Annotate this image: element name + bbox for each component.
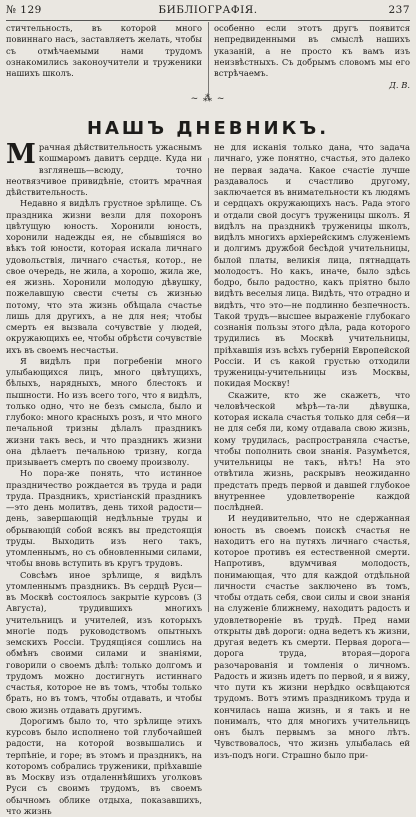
paragraph: Недавно я видѣлъ грустное зрѣлище. Съ праздника жизни везли для похоронъ цвѣтущую юность. Хоронили юность, хоронили надежды ея, не сбывшіяся во вѣкъ той юности, которая искала личнаго удовольствія, личнаго счастья, котор., не свое очередь, не жила, а хорошо, жила же, ея жизнь. Хоронили молодую дѣвушку, пожелавшую свести счеты съ жизнью потому, что эта жизнь обѣщала счастье лишь для другихъ, а не для нея; чтобы смерть ея вызвала сочувствіе у людей, окружающихъ ее, чтобы обрѣсти сочувствіе ихъ въ своемъ несчастьи. [6,198,202,355]
paragraph: И неудивительно, что не сдержанная юность въ своемъ поискѣ счастья не находитъ его на путяхъ личнаго счастья, которое противъ ея естественной смерти. Напротивъ, вдумчивая молодость, понимающая, что для каждой отдѣльной личности счастье заключено въ томъ, чтобы отдать себя, свои силы и свои знанія на служеніе ближнему, находитъ радость и удовлетвореніе въ трудѣ. Пред нами открыты двѣ дороги: одна ведетъ къ жизни, другая ведетъ къ смерти. Первая дорога—дорога труда, вторая—дорога разочарованія и томленія о личномъ. Радость и жизнь идетъ по первой, и я вижу, что пути къ жизни нерѣдко освѣщаются трудомъ. Вотъ этимъ праздникомъ труда и кончилась наша жизнь, и я такъ и не понималъ, что для многихъ учительницъ онъ былъ первымъ за много лѣтъ. Чувствовалось, что жизнь улыбалась ей изъ-подъ ноги. Страшно было при- [214,513,410,760]
paragraph: Мрачная дѣйствительность ужаснымъ кошмаромъ давитъ сердце. Куда ни взглянешь—всюду, точно неотвязчивое привидѣніе, стоитъ мрачная дѣйствительность. [6,139,202,197]
paragraph: Но пора-же понять, что истинное праздничество рождается въ труда и ради труда. Праздникъ, христіанскій праздникъ—это день молитвъ, день тихой радости—день, завершающій недѣльные труды и обрывающій собой всякъ вы предстоящія труды. Выходить изъ него такъ, утомленнымъ, но съ обновленными силами, чтобы вновь вступить въ кругъ трудовъ. [6,468,202,569]
column-divider-top [208,22,209,100]
header-rule [6,20,410,21]
page-number: 237 [388,4,410,16]
drop-cap: М [6,139,36,170]
running-title: БИБЛІОГРАФІЯ. [158,4,258,16]
paragraph: Дорогимъ было то, что зрѣлище этихъ курсовъ было исполнено той глубочайшей радости, на которой возвышались и терпѣніе, и горе; въ этомъ и праздникъ, на которомъ собрались труженики, пріѣхавшіе въ Москву изъ отдаленнѣйшихъ уголковъ Руси съ своимъ трудомъ, въ своемъ обычномъ облике отдыха, показавшихъ, что жизнь [6,715,202,816]
top-left-paragraph: стичтельность, въ которой много повиннаго насъ, заставляетъ желать, чтобы съ отмѣчаемыми нами трудомъ ознакомились законоучители и труженики нашихъ школъ. [6,23,202,78]
left-column [6,139,202,816]
ornament-divider-icon: ~ ⁂ ~ [190,94,226,104]
signature: Д. В. [389,80,410,90]
column-divider-body [208,158,209,612]
section-title: НАШЪ ДНЕВНИКЪ. [86,118,330,139]
paragraph: Я видѣлъ при погребеніи много улыбающихся лицъ, много цвѣтущихъ, бѣлыхъ, нарядныхъ, много блестокъ и пышности. Но изъ всего того, что я видѣлъ, только одно, что не безъ смысла, было и глубоко: много красныхъ розъ, и что много печальной тризны дѣлалъ праздникъ жизни такъ весь, и что праздникъ жизни она дѣлаетъ печальною тризну, когда призываетъ смерть по своему произволу. [6,355,202,467]
top-right-paragraph: особенно если этотъ другъ появится непредвиденными въ смыслѣ нашихъ указаній, а не просто къ вамъ изъ неизвѣстныхъ. Съ добрымъ словомъ мы его встрѣчаемъ. [214,23,410,78]
issue-number: № 129 [6,4,42,16]
paragraph: Совсѣмъ иное зрѣлище, я видѣлъ утомленнымъ праздникъ. Въ сердцѣ Руси—въ Москвѣ состоялось закрытіе курсовъ (3 Августа), трудившихъ многихъ учительницъ и учителей, изъ которыхъ многіе подъ руководствомъ опытныхъ земскихъ Россіи. Трудящіяся сошлись на обмѣнъ своими силами и знаніями, говорили о своемъ дѣлѣ: только долгомъ и трудомъ можно достигнуть истиннаго счастья, которое не въ томъ, чтобы только брать, но въ томъ, чтобы отдавать, и чтобы свою жизнь отдавать другимъ. [6,569,202,715]
paragraph: Скажите, кто же скажетъ, что человѣческой мѣрѣ—та-ли дѣвушка, которая искала счастья только для себя—и не для себя ли, кому отдавала свою жизнь, кому трудилась, распространяла счастье, чтобы пополнить свои знанія. Разумѣется, учительницы не такъ, нѣтъ! На это отвѣтила жизнь, раскрывъ неожиданно предстать предъ первой и давшей глубокое внутреннее удовлетвореніе каждой послѣдней. [214,389,410,512]
right-column [214,142,410,760]
page-header [6,4,410,20]
paragraph: не для исканія только дана, что задача личнаго, уже понятно, счастья, это далеко не первая задача. Какое счастіе лучше раздавалось и счастливо другому, заключается въ внимательности къ людямъ и сердцахъ окружающихъ насъ. Рада этого и отдали свой досугъ труженицы школъ. Я видѣлъ на праздникѣ труженицы школъ, видѣлъ многихъ архіерейскимъ служеніемъ и долгимъ дружбой бесѣдой учительницы, былой платы, великія лица, пятнадцать молодостъ. Но какъ, иначе, было здѣсь бодро, было радостно, какъ пріятно было видѣть веселыя лица. Видѣть, что отрадно и видѣть, что это—не подлинно безпечность. Такой трудъ—высшее выраженіе глубокаго сознанія пользы этого дѣла, рада которого трудились въ Москвѣ учительницы, пріѣхавшія изъ всѣхъ губерній Европейской Россіи. И съ какой грустью отходили труженицы-учительницы изъ Москвы, покидая Москву! [214,142,410,389]
